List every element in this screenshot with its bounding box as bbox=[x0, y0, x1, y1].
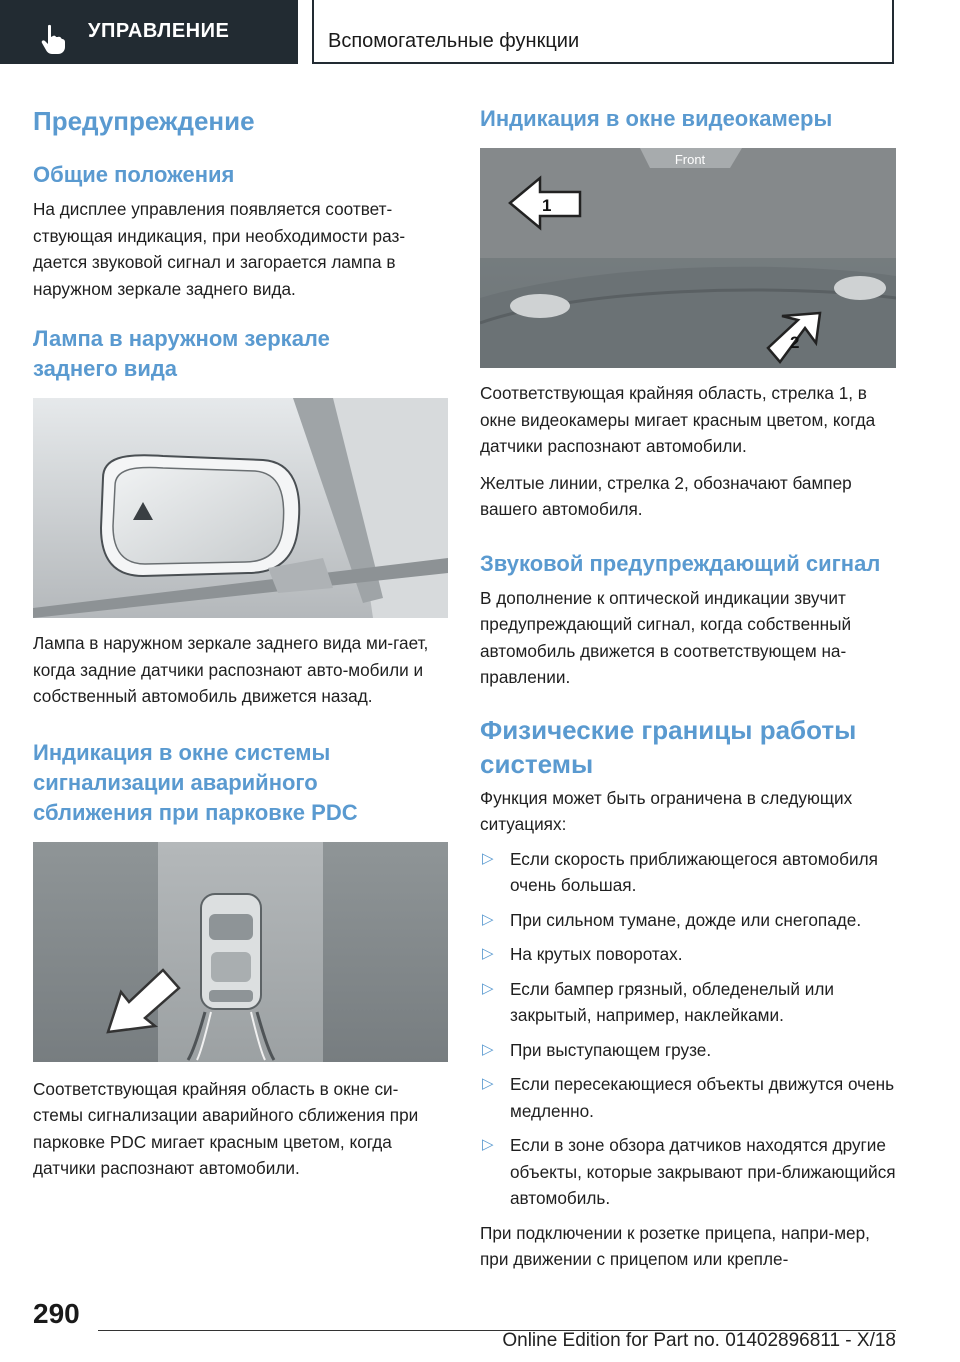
limits-list bbox=[480, 846, 896, 1212]
para-trailer: При подключении к розетке прицепа, напри-мер, при движении с прицепом или крепле- bbox=[480, 1222, 870, 1269]
camera-arrow-2-label: 2 bbox=[790, 333, 800, 352]
list-item: ▷ Если в зоне обзора датчиков находятся другие объекты, которые закрывают при-ближающийся автомобиль. bbox=[480, 1132, 896, 1212]
heading-mirror: Лампа в наружном зеркале заднего вида bbox=[33, 326, 330, 381]
heading-sound: Звуковой предупреждающий сигнал bbox=[480, 550, 881, 576]
chapter-title: Вспомогательные функции bbox=[328, 30, 580, 52]
para-general: На дисплее управления появляется соответ-ствующая индикация, при необходимости раз-дается звуковой сигнал и загорается лампа в наружном зеркале заднего вида. bbox=[33, 199, 406, 299]
page-title: Предупреждение bbox=[33, 106, 255, 136]
footer-edition: Online Edition for Part no. 01402896811 - X/18 bbox=[502, 1330, 896, 1351]
para-camera-1: Соответствующая крайняя область, стрелка 1, в окне видеокамеры мигает красным цветом, когда датчики распознают автомобили. bbox=[480, 383, 876, 456]
right-column bbox=[480, 100, 896, 1273]
triangle-bullet-icon: ▷ bbox=[482, 849, 494, 867]
triangle-bullet-icon: ▷ bbox=[482, 1136, 494, 1153]
triangle-bullet-icon: ▷ bbox=[482, 945, 494, 962]
hand-pointer-icon bbox=[40, 24, 66, 54]
camera-image bbox=[480, 148, 896, 368]
list-item: ▷ Если пересекающиеся объекты движутся очень медленно. bbox=[480, 1071, 896, 1124]
heading-pdc: Индикация в окне системы сигнализации аварийного сближения при парковке PDC bbox=[33, 739, 358, 825]
list-item: ▷ Если скорость приближающегося автомобиля очень большая. bbox=[480, 846, 896, 899]
para-sound: В дополнение к оптической индикации звучит предупреждающий сигнал, когда собственный автомобиль движется в соответствующем на-правлении. bbox=[480, 587, 852, 687]
page-number: 290 bbox=[33, 1298, 80, 1329]
triangle-bullet-icon: ▷ bbox=[482, 1040, 494, 1058]
section-title: УПРАВЛЕНИЕ bbox=[88, 20, 230, 42]
heading-general: Общие положения bbox=[33, 162, 235, 187]
triangle-bullet-icon: ▷ bbox=[482, 979, 494, 997]
para-pdc: Соответствующая крайняя область в окне си-стемы сигнализации аварийного сближения при парковке PDC мигает красным цветом, когда датчики распознают автомобили. bbox=[33, 1078, 419, 1178]
triangle-bullet-icon: ▷ bbox=[482, 1075, 494, 1092]
section-tab bbox=[0, 0, 298, 64]
para-camera-2: Желтые линии, стрелка 2, обозначают бампер вашего автомобиля. bbox=[480, 472, 852, 519]
list-item: ▷ Если бампер грязный, обледенелый или закрытый, например, наклейками. bbox=[480, 976, 896, 1029]
para-mirror: Лампа в наружном зеркале заднего вида ми-гает, когда задние датчики распознают авто-мобили и собственный автомобиль движется назад. bbox=[33, 633, 429, 706]
camera-front-label: Front bbox=[674, 152, 706, 167]
triangle-bullet-icon: ▷ bbox=[482, 910, 494, 928]
mirror-image bbox=[33, 398, 448, 618]
left-column bbox=[33, 100, 448, 1182]
list-item: ▷ На крутых поворотах. bbox=[480, 941, 896, 968]
heading-limits: Физические границы работы системы bbox=[480, 714, 857, 779]
camera-arrow-1-label: 1 bbox=[542, 196, 552, 215]
heading-camera: Индикация в окне видеокамеры bbox=[480, 106, 833, 131]
pdc-image bbox=[33, 842, 448, 1062]
para-limits: Функция может быть ограничена в следующих ситуациях: bbox=[480, 787, 853, 834]
list-item: ▷ При выступающем грузе. bbox=[480, 1037, 896, 1064]
list-item: ▷ При сильном тумане, дожде или снегопаде. bbox=[480, 907, 896, 934]
chapter-box bbox=[312, 0, 894, 64]
